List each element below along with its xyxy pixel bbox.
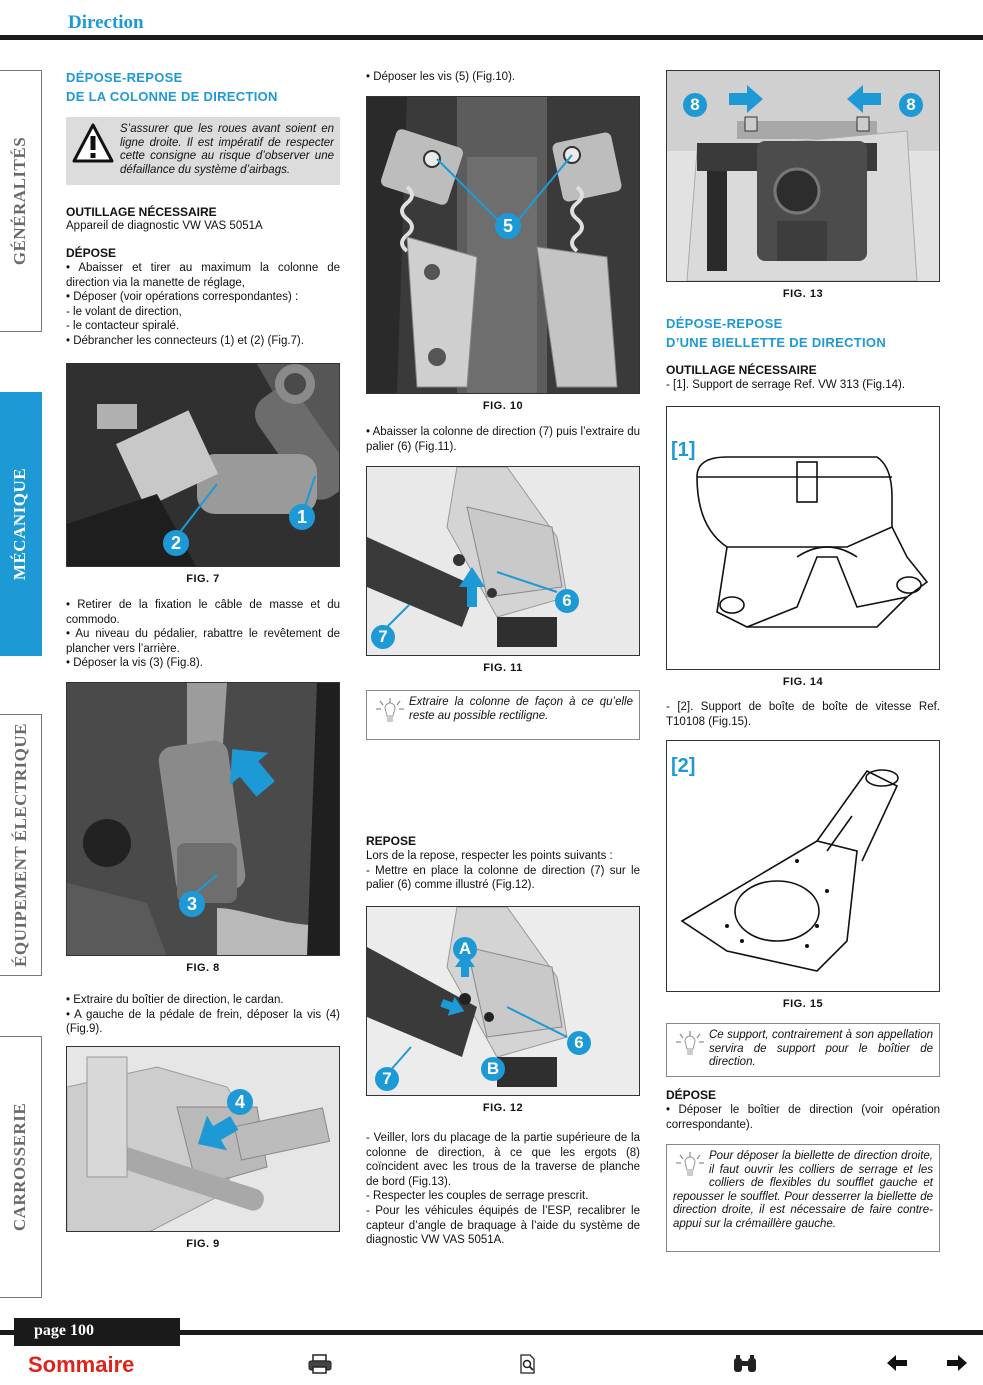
figure-12-illustration [366, 906, 640, 1096]
paragraph-steps [66, 598, 340, 671]
step-line: • Au niveau du pédalier, rabattre le revêtement de plancher vers l’arrière. [66, 628, 340, 655]
paragraph-steps [66, 993, 340, 1037]
figure-8-photo [66, 682, 340, 956]
tab-label: GÉNÉRALITÉS [10, 136, 30, 266]
figure-13-illustration [666, 70, 940, 282]
tab-label: CARROSSERIE [10, 1102, 30, 1232]
step-line: - Veiller, lors du placage de la partie supérieure de la colonne de direction, à ce que les ergots (8) coïncident avec les trous de la traverse de planche de bord (Fig.13). [366, 1132, 640, 1188]
figure-9-callout-4: 4 [227, 1089, 253, 1115]
tab-generalites[interactable] [0, 70, 42, 332]
figure-12-callout-6: 6 [567, 1031, 591, 1055]
figure-11-illustration [366, 466, 640, 656]
figure-14-tool-label: [1] [671, 439, 696, 461]
figure-13-callout-8-left: 8 [683, 93, 707, 117]
tools-text: Appareil de diagnostic VW VAS 5051A [66, 220, 263, 232]
step-line: • Retirer de la fixation le câble de masse et du commodo. [66, 599, 340, 626]
tab-carrosserie[interactable] [0, 1036, 42, 1298]
figure-12-callout-7: 7 [375, 1067, 399, 1091]
lightbulb-icon [373, 696, 407, 726]
figure-13-caption: FIG. 13 [782, 288, 824, 300]
step-line: - le contacteur spiralé. [66, 320, 180, 333]
figure-7-callout-2: 2 [163, 530, 189, 556]
figure-12-callout-b: B [481, 1057, 505, 1081]
figure-9-illustration [66, 1046, 340, 1232]
tools-heading: OUTILLAGE NÉCESSAIRE [66, 205, 217, 219]
binoculars-icon[interactable] [732, 1354, 758, 1374]
depose-heading: DÉPOSE [666, 1088, 717, 1102]
header-rule [0, 35, 983, 40]
step-line: • Débrancher les connecteurs (1) et (2) (Fig.7). [66, 334, 304, 347]
figure-10-photo [366, 96, 640, 394]
tip-box [666, 1144, 940, 1252]
step-line: • Abaisser et tirer au maximum la colonne de direction via la manette de réglage, [66, 262, 340, 289]
figure-9-caption: FIG. 9 [186, 1238, 220, 1250]
warning-box [66, 117, 340, 185]
section-title: DÉPOSE-REPOSE [666, 316, 783, 331]
paragraph-steps [366, 1131, 640, 1248]
step-line: - Mettre en place la colonne de direction (7) sur le palier (6) comme illustré (Fig.12). [366, 864, 640, 892]
tab-label: MÉCANIQUE [10, 467, 30, 581]
print-icon[interactable] [308, 1354, 332, 1374]
figure-15-caption: FIG. 15 [782, 998, 824, 1010]
tab-equipement-electrique[interactable] [0, 714, 42, 976]
sommaire-link[interactable]: Sommaire [28, 1352, 135, 1377]
tab-label: ÉQUIPEMENT ÉLECTRIQUE [10, 723, 30, 967]
figure-10-caption: FIG. 10 [482, 400, 524, 412]
figure-7-caption: FIG. 7 [186, 573, 220, 585]
warning-text: S’assurer que les roues avant soient en ligne droite. Il est impératif de respecter cette consigne au risque d’observer une défaillance du système d’airbags. [120, 123, 334, 176]
step-line: - Respecter les couples de serrage prescrit. [366, 1190, 589, 1203]
figure-13-callout-8-right: 8 [899, 93, 923, 117]
tool2-text: - [2]. Support de boîte de boîte de vitesse Ref. T10108 (Fig.15). [666, 701, 940, 728]
tip-text: Ce support, contrairement à son appellation servira de support pour le boîtier de direction. [709, 1029, 933, 1068]
step-line: • Déposer la vis (3) (Fig.8). [66, 657, 203, 670]
section-title: DÉPOSE-REPOSE [66, 70, 183, 85]
repose-heading: REPOSE [366, 834, 417, 848]
depose-text: • Déposer le boîtier de direction (voir opération correspondante). [666, 1104, 940, 1131]
figure-8-caption: FIG. 8 [186, 962, 220, 974]
intro-step: • Déposer les vis (5) (Fig.10). [366, 71, 516, 83]
figure-11-callout-7: 7 [371, 625, 395, 649]
tip-text: Pour déposer la biellette de direction droite, il faut ouvrir les colliers de serrage et les colliers de flexibles du soufflet gauche et repousser le soufflet. Pour desserrer la biellette de direction droite, il est nécessaire de faire contre-appui sur la crémaillère gauche. [673, 1150, 933, 1230]
lightbulb-icon [673, 1029, 707, 1059]
page-number: page 100 [14, 1318, 180, 1346]
depose-steps [66, 261, 340, 349]
figure-11-callout-6: 6 [555, 589, 579, 613]
figure-7-callout-1: 1 [289, 504, 315, 530]
step-line: • Déposer (voir opérations correspondantes) : [66, 291, 299, 304]
step-line: Lors de la repose, respecter les points suivants : [366, 850, 613, 862]
paragraph-step: • Abaisser la colonne de direction (7) puis l’extraire du palier (6) (Fig.11). [366, 426, 640, 453]
tip-text: Extraire la colonne de façon à ce qu’elle reste au possible rectiligne. [409, 696, 633, 722]
depose-heading: DÉPOSE [66, 246, 117, 260]
page-title: Direction [68, 12, 144, 33]
figure-15-illustration [666, 740, 940, 992]
step-line: - Pour les véhicules équipés de l’ESP, recalibrer le capteur d’angle de braquage à l’aide du système de diagnostic VW VAS 5051A. [366, 1204, 640, 1247]
section-subtitle: DE LA COLONNE DE DIRECTION [66, 89, 278, 104]
arrow-right-icon[interactable] [946, 1354, 968, 1372]
tools-text: - [1]. Support de serrage Ref. VW 313 (Fig.14). [666, 379, 906, 391]
figure-7-photo [66, 363, 340, 567]
tip-box [666, 1023, 940, 1077]
figure-14-caption: FIG. 14 [782, 676, 824, 688]
tab-mecanique[interactable] [0, 392, 42, 656]
figure-12-caption: FIG. 12 [482, 1102, 524, 1114]
figure-12-callout-a: A [453, 937, 477, 961]
tip-box [366, 690, 640, 740]
step-line: - le volant de direction, [66, 305, 182, 318]
figure-15-tool-label: [2] [671, 755, 696, 777]
search-document-icon[interactable] [518, 1354, 538, 1374]
figure-11-caption: FIG. 11 [483, 662, 523, 674]
repose-steps [366, 849, 640, 893]
lightbulb-icon [673, 1150, 707, 1180]
warning-icon [72, 123, 114, 163]
figure-8-callout-3: 3 [179, 891, 205, 917]
figure-10-callout-5: 5 [495, 213, 521, 239]
arrow-left-icon[interactable] [886, 1354, 908, 1372]
tools-heading: OUTILLAGE NÉCESSAIRE [666, 363, 817, 377]
figure-14-illustration [666, 406, 940, 670]
step-line: • A gauche de la pédale de frein, déposer la vis (4) (Fig.9). [66, 1008, 340, 1036]
step-line: • Extraire du boîtier de direction, le cardan. [66, 994, 284, 1006]
section-subtitle: D’UNE BIELLETTE DE DIRECTION [666, 335, 887, 350]
